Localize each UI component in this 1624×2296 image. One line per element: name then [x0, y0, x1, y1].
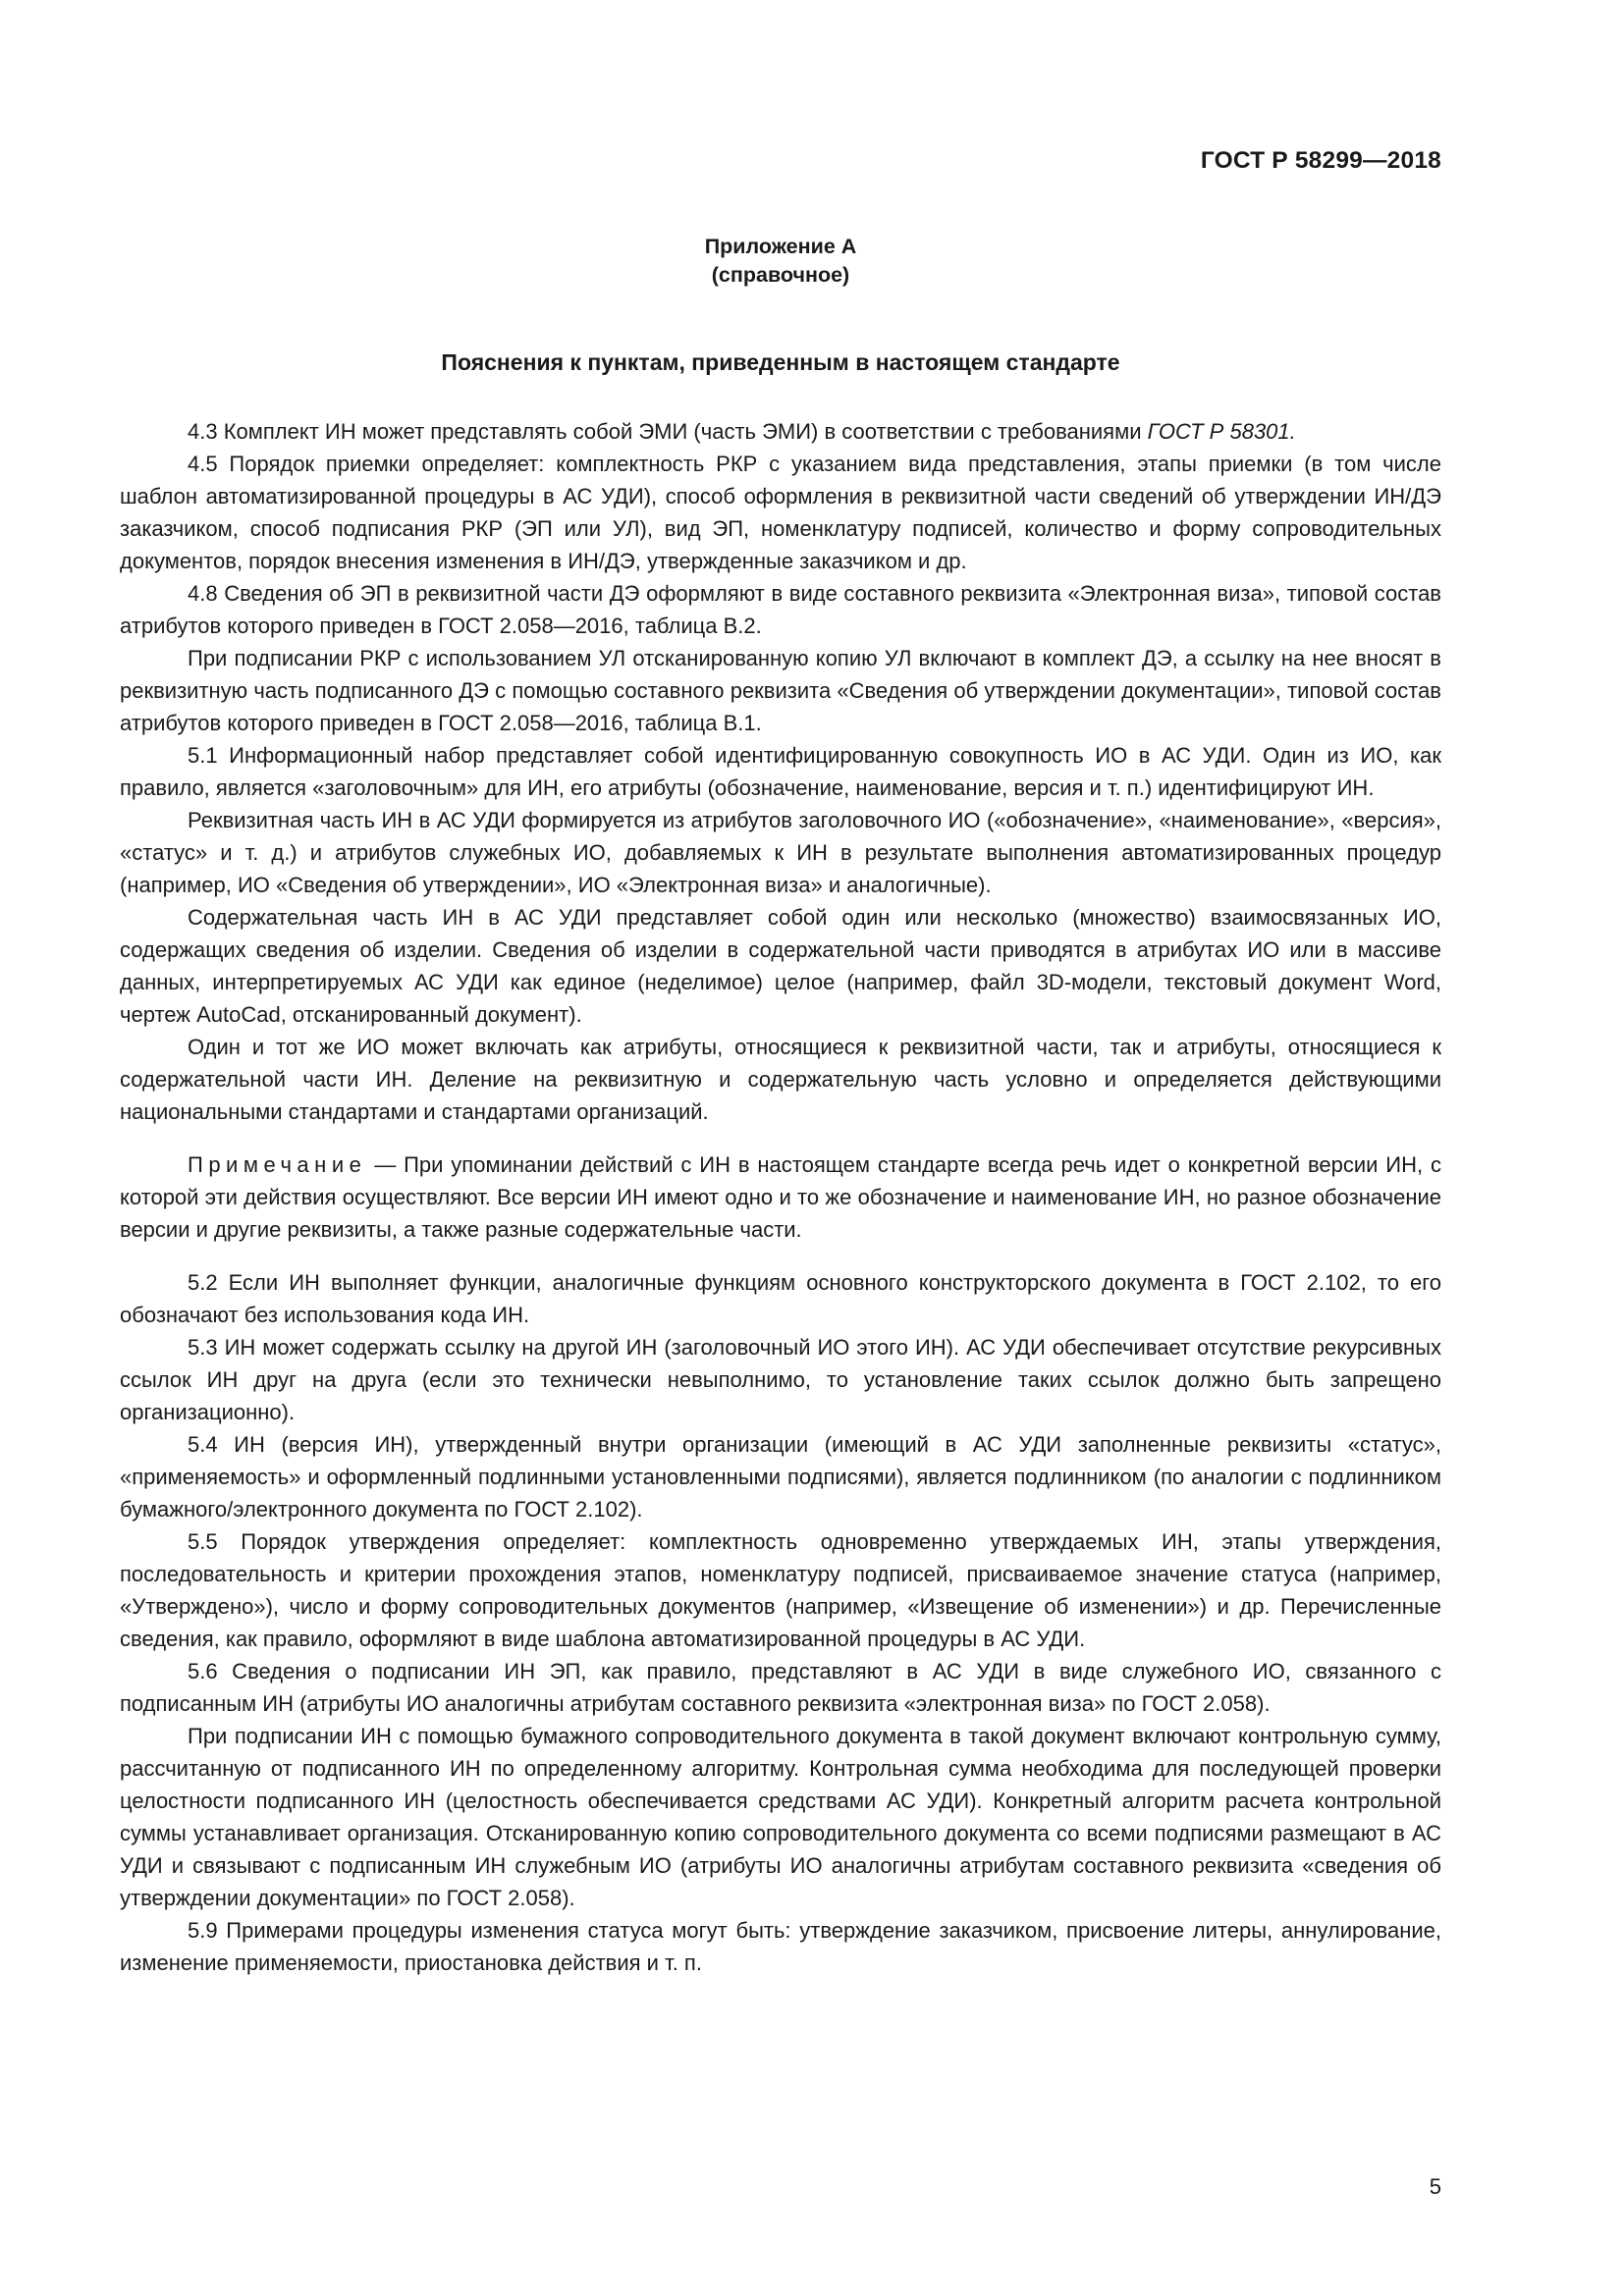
paragraph-content-part: Содержательная часть ИН в АС УДИ представляет собой один или несколько (множество) взаимосвязанных ИО, содержащих сведения об изделии. Сведения об изделии в содержательной части приводятся в атрибутах ИО или в массиве данных, интерпретируемых АС УДИ как единое (неделимое) целое (например, файл 3D-модели, текстовый документ Word, чертеж AutoCad, отсканированный документ).: [120, 905, 1441, 1027]
page-number: 5: [1429, 2174, 1441, 2199]
section-title: Пояснения к пунктам, приведенным в настоящем стандарте: [441, 349, 1120, 375]
note-label: Примечание: [188, 1152, 367, 1177]
document-number: ГОСТ Р 58299—2018: [1200, 147, 1441, 174]
paragraph-5-1: 5.1 Информационный набор представляет собой идентифицированную совокупность ИО в АС УДИ. Один из ИО, как правило, является «заголовочным» для ИН, его атрибуты (обозначение, наименование, версия и т. п.) идентифицируют ИН.: [120, 743, 1441, 800]
paragraph-5-9: 5.9 Примерами процедуры изменения статуса могут быть: утверждение заказчиком, присвоение литеры, аннулирование, изменение применяемости, приостановка действия и т. п.: [120, 1918, 1441, 1975]
paragraph-5-4: 5.4 ИН (версия ИН), утвержденный внутри организации (имеющий в АС УДИ заполненные реквизиты «статус», «применяемость» и оформленный подлинными установленными подписями), является подлинником (по аналогии с подлинником бумажного/электронного документа по ГОСТ 2.102).: [120, 1432, 1441, 1522]
paragraph-text: 4.3 Комплект ИН может представлять собой ЭМИ (часть ЭМИ) в соответствии с требованиями: [188, 419, 1148, 444]
paragraph-4-3: [120, 415, 1441, 448]
paragraph-signing-ul: При подписании РКР с использованием УЛ отсканированную копию УЛ включают в комплект ДЭ, а ссылку на нее вносят в реквизитную часть подписанного ДЭ с помощью составного реквизита «Сведения об утверждении документации», типовой состав атрибутов которого приведен в ГОСТ 2.058—2016, таблица В.1.: [120, 646, 1441, 735]
appendix-title: Приложение А: [704, 235, 857, 258]
paragraph-5-6: 5.6 Сведения о подписании ИН ЭП, как правило, представляют в АС УДИ в виде служебного ИО, связанного с подписанным ИН (атрибуты ИО аналогичны атрибутам составного реквизита «электронная виза» по ГОСТ 2.058).: [120, 1659, 1441, 1716]
note-text: — При упоминании действий с ИН в настоящем стандарте всегда речь идет о конкретной версии ИН, с которой эти действия осуществляют. Все версии ИН имеют одно и то же обозначение и наименование ИН, но разное обозначение версии и другие реквизиты, а также разные содержательные части.: [120, 1152, 1441, 1242]
paragraph-4-8: 4.8 Сведения об ЭП в реквизитной части ДЭ оформляют в виде составного реквизита «Электронная виза», типовой состав атрибутов которого приведен в ГОСТ 2.058—2016, таблица В.2.: [120, 581, 1441, 638]
paragraph-paper-signing: При подписании ИН с помощью бумажного сопроводительного документа в такой документ включают контрольную сумму, рассчитанную от подписанного ИН по определенному алгоритму. Контрольная сумма необходима для последующей проверки целостности подписанного ИН (целостность обеспечивается средствами АС УДИ). Конкретный алгоритм расчета контрольной суммы устанавливает организация. Отсканированную копию сопроводительного документа со всеми подписями размещают в АС УДИ и связывают с подписанным ИН служебным ИО (атрибуты ИО аналогичны атрибутам составного реквизита «сведения об утверждении документации» по ГОСТ 2.058).: [120, 1724, 1441, 1910]
note: [120, 1148, 1441, 1246]
paragraph-5-2: 5.2 Если ИН выполняет функции, аналогичные функциям основного конструкторского документа в ГОСТ 2.102, то его обозначают без использования кода ИН.: [120, 1270, 1441, 1327]
paragraph-5-5: 5.5 Порядок утверждения определяет: комплектность одновременно утверждаемых ИН, этапы утверждения, последовательность и критерии прохождения этапов, номенклатуру подписей, присваиваемое значение статуса (например, «Утверждено»), число и форму сопроводительных документов (например, «Извещение об изменении») и др. Перечисленные сведения, как правило, оформляют в виде шаблона автоматизированной процедуры в АС УДИ.: [120, 1529, 1441, 1651]
paragraph-4-5: 4.5 Порядок приемки определяет: комплектность РКР с указанием вида представления, этапы приемки (в том числе шаблон автоматизированной процедуры в АС УДИ), способ оформления в реквизитной части сведений об утверждении ИН/ДЭ заказчиком, способ подписания РКР (ЭП или УЛ), вид ЭП, номенклатуру подписей, количество и форму сопроводительных документов, порядок внесения изменения в ИН/ДЭ, утвержденные заказчиком и др.: [120, 452, 1441, 573]
appendix-heading: [120, 233, 1441, 290]
body-text: [120, 415, 1441, 1979]
paragraph-requisite-part: Реквизитная часть ИН в АС УДИ формируется из атрибутов заголовочного ИО («обозначение», «наименование», «версия», «статус» и т. д.) и атрибутов служебных ИО, добавляемых к ИН в результате выполнения автоматизированных процедур (например, ИО «Сведения об утверждении», ИО «Электронная виза» и аналогичные).: [120, 808, 1441, 897]
paragraph-same-io: Один и тот же ИО может включать как атрибуты, относящиеся к реквизитной части, так и атрибуты, относящиеся к содержательной части ИН. Деление на реквизитную и содержательную часть условно и определяется действующими национальными стандартами и стандартами организаций.: [120, 1035, 1441, 1124]
paragraph-5-3: 5.3 ИН может содержать ссылку на другой ИН (заголовочный ИО этого ИН). АС УДИ обеспечивает отсутствие рекурсивных ссылок ИН друг на друга (если это технически невыполнимо, то установление таких ссылок должно быть запрещено организационно).: [120, 1335, 1441, 1424]
document-page: [120, 0, 1441, 2296]
standard-reference: ГОСТ Р 58301.: [1147, 419, 1296, 444]
appendix-subtitle: (справочное): [711, 263, 850, 287]
